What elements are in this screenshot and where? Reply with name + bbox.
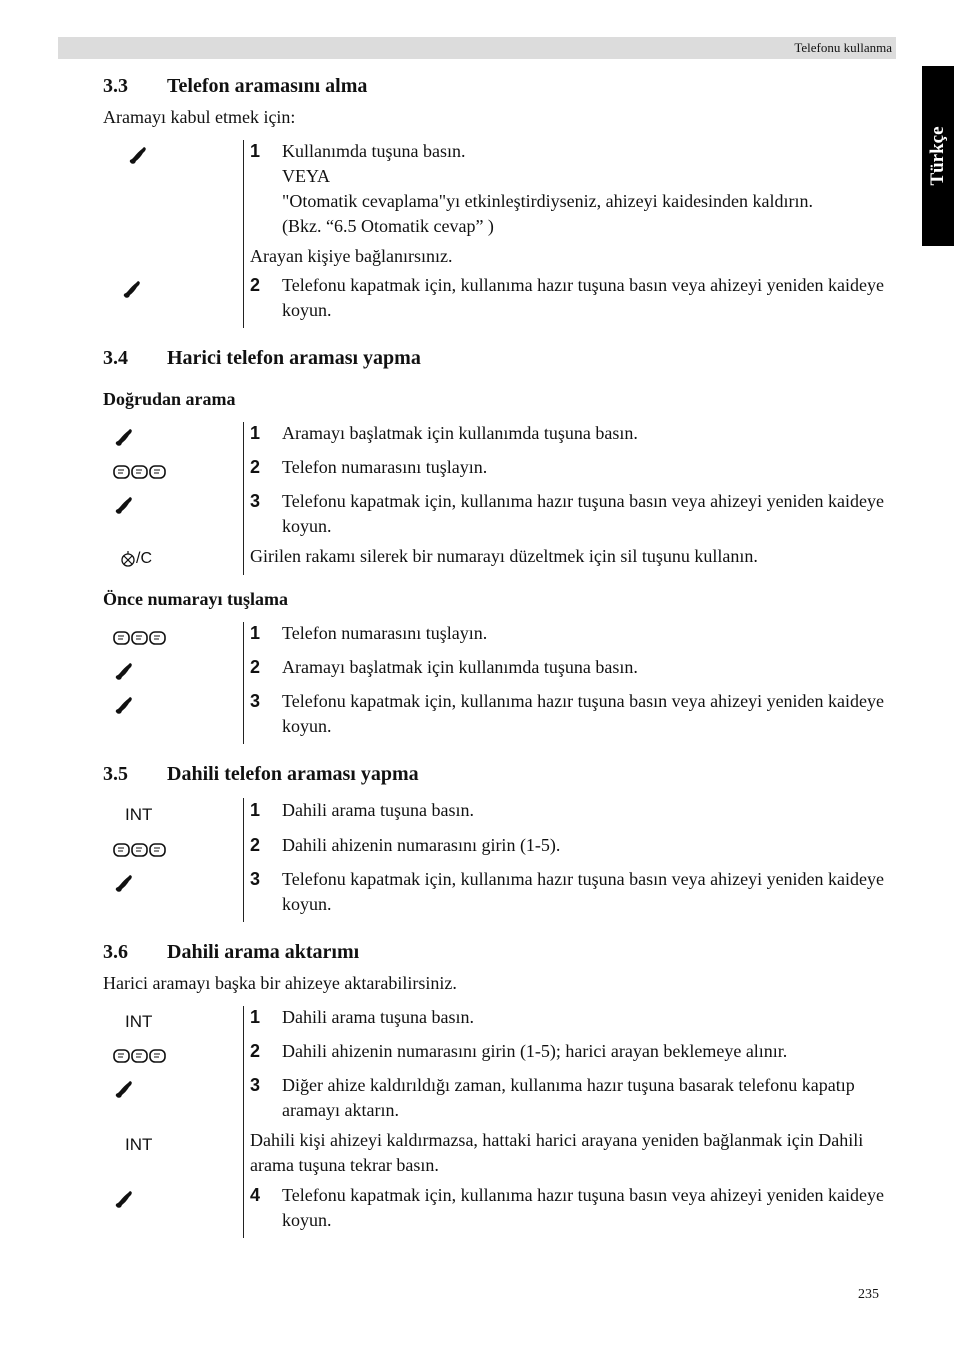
section-intro: Harici aramayı başka bir ahizeye aktarabilirsiniz. bbox=[103, 973, 457, 993]
step-number: 1 bbox=[250, 423, 261, 443]
step-note: Girilen rakamı silerek bir numarayı düzeltmek için sil tuşunu kullanın. bbox=[250, 546, 758, 566]
clear-key-icon bbox=[120, 550, 136, 568]
step-line: "Otomatik cevaplama"yı etkinleştirdiyseniz, ahizeyi kaidesinden kaldırın. bbox=[282, 191, 814, 211]
phone-handset-icon bbox=[128, 146, 150, 166]
step-number: 3 bbox=[250, 491, 261, 511]
step-2 bbox=[250, 455, 895, 480]
section-title: Dahili arama aktarımı bbox=[167, 941, 360, 963]
step-divider bbox=[243, 622, 244, 744]
language-tab bbox=[922, 66, 954, 246]
step-text: Aramayı başlatmak için kullanımda tuşuna basın. bbox=[282, 657, 638, 677]
step-number: 2 bbox=[250, 457, 261, 477]
section-title: Harici telefon araması yapma bbox=[167, 347, 421, 369]
step-text: Dahili arama tuşuna basın. bbox=[282, 1007, 474, 1027]
section-title: Telefon aramasını alma bbox=[167, 75, 368, 97]
step-1 bbox=[250, 798, 895, 823]
step-2 bbox=[250, 1039, 895, 1064]
step-1 bbox=[250, 139, 895, 239]
keypad-icon bbox=[113, 465, 167, 479]
step-note: Dahili kişi ahizeyi kaldırmazsa, hattaki harici arayana yeniden bağlanmak için Dahili arama tuşuna tekrar basın. bbox=[250, 1130, 864, 1175]
step-line: VEYA bbox=[282, 166, 330, 186]
phone-handset-icon bbox=[114, 1080, 136, 1100]
clear-key-label: /C bbox=[136, 550, 152, 567]
step-3 bbox=[250, 867, 895, 917]
step-number: 3 bbox=[250, 691, 261, 711]
step-text: Telefon numarasını tuşlayın. bbox=[282, 623, 488, 643]
section-number: 3.5 bbox=[103, 763, 128, 785]
step-2 bbox=[250, 273, 895, 323]
step-number: 1 bbox=[250, 141, 261, 161]
step-note: Arayan kişiye bağlanırsınız. bbox=[250, 246, 453, 266]
int-key-icon: INT bbox=[125, 1012, 153, 1031]
step-text: Telefonu kapatmak için, kullanıma hazır tuşuna basın veya ahizeyi yeniden kaideye koyun. bbox=[282, 1185, 885, 1230]
step-number: 4 bbox=[250, 1185, 261, 1205]
step-text: Dahili ahizenin numarasını girin (1-5); harici arayan beklemeye alınır. bbox=[282, 1041, 788, 1061]
phone-handset-icon bbox=[122, 280, 144, 300]
step-number: 2 bbox=[250, 835, 261, 855]
step-text: Telefonu kapatmak için, kullanıma hazır tuşuna basın veya ahizeyi yeniden kaideye koyun. bbox=[282, 869, 885, 914]
step-divider bbox=[243, 140, 244, 328]
step-line: Kullanımda tuşuna basın. bbox=[282, 141, 466, 161]
step-text: Telefonu kapatmak için, kullanıma hazır tuşuna basın veya ahizeyi yeniden kaideye koyun. bbox=[282, 491, 885, 536]
header-title: Telefonu kullanma bbox=[794, 40, 892, 55]
step-text: Aramayı başlatmak için kullanımda tuşuna basın. bbox=[282, 423, 638, 443]
phone-handset-icon bbox=[114, 496, 136, 516]
step-number: 1 bbox=[250, 623, 261, 643]
step-divider bbox=[243, 1006, 244, 1238]
step-number: 1 bbox=[250, 1007, 261, 1027]
page-number: 235 bbox=[858, 1287, 879, 1302]
phone-handset-icon bbox=[114, 428, 136, 448]
step-number: 2 bbox=[250, 275, 261, 295]
language-tab-label: Türkçe bbox=[927, 126, 948, 186]
step-2 bbox=[250, 833, 895, 858]
phone-handset-icon bbox=[114, 874, 136, 894]
subsection-heading: Önce numarayı tuşlama bbox=[103, 589, 289, 609]
section-intro: Aramayı kabul etmek için: bbox=[103, 107, 296, 127]
step-divider bbox=[243, 798, 244, 922]
phone-handset-icon bbox=[114, 662, 136, 682]
step-4 bbox=[250, 1183, 895, 1233]
step-text: Telefonu kapatmak için, kullanıma hazır tuşuna basın veya ahizeyi yeniden kaideye koyun. bbox=[282, 275, 885, 320]
step-text: Telefon numarasını tuşlayın. bbox=[282, 457, 488, 477]
step-3 bbox=[250, 689, 895, 739]
step-text: Dahili arama tuşuna basın. bbox=[282, 800, 474, 820]
step-text: Telefonu kapatmak için, kullanıma hazır tuşuna basın veya ahizeyi yeniden kaideye koyun. bbox=[282, 691, 885, 736]
step-text: Diğer ahize kaldırıldığı zaman, kullanıma hazır tuşuna basarak telefonu kapatıp aramayı aktarın. bbox=[282, 1075, 855, 1120]
section-number: 3.3 bbox=[103, 75, 128, 97]
clear-key bbox=[120, 550, 152, 568]
section-title: Dahili telefon araması yapma bbox=[167, 763, 419, 785]
keypad-icon bbox=[113, 843, 167, 857]
step-1 bbox=[250, 421, 895, 446]
step-text bbox=[282, 139, 895, 239]
step-line: (Bkz. “6.5 Otomatik cevap” ) bbox=[282, 216, 494, 236]
step-text: Dahili ahizenin numarasını girin (1-5). bbox=[282, 835, 561, 855]
header-bar bbox=[58, 37, 896, 59]
section-number: 3.4 bbox=[103, 347, 128, 369]
step-divider bbox=[243, 422, 244, 575]
step-number: 2 bbox=[250, 1041, 261, 1061]
phone-handset-icon bbox=[114, 696, 136, 716]
subsection-heading: Doğrudan arama bbox=[103, 389, 236, 409]
step-number: 1 bbox=[250, 800, 261, 820]
step-number: 3 bbox=[250, 1075, 261, 1095]
section-number: 3.6 bbox=[103, 941, 128, 963]
phone-handset-icon bbox=[114, 1190, 136, 1210]
step-number: 2 bbox=[250, 657, 261, 677]
step-1 bbox=[250, 621, 895, 646]
step-2 bbox=[250, 655, 895, 680]
step-1 bbox=[250, 1005, 895, 1030]
step-3 bbox=[250, 1073, 895, 1123]
step-number: 3 bbox=[250, 869, 261, 889]
keypad-icon bbox=[113, 631, 167, 645]
int-key-icon: INT bbox=[125, 1135, 153, 1154]
keypad-icon bbox=[113, 1049, 167, 1063]
step-3 bbox=[250, 489, 895, 539]
int-key-icon: INT bbox=[125, 805, 153, 824]
